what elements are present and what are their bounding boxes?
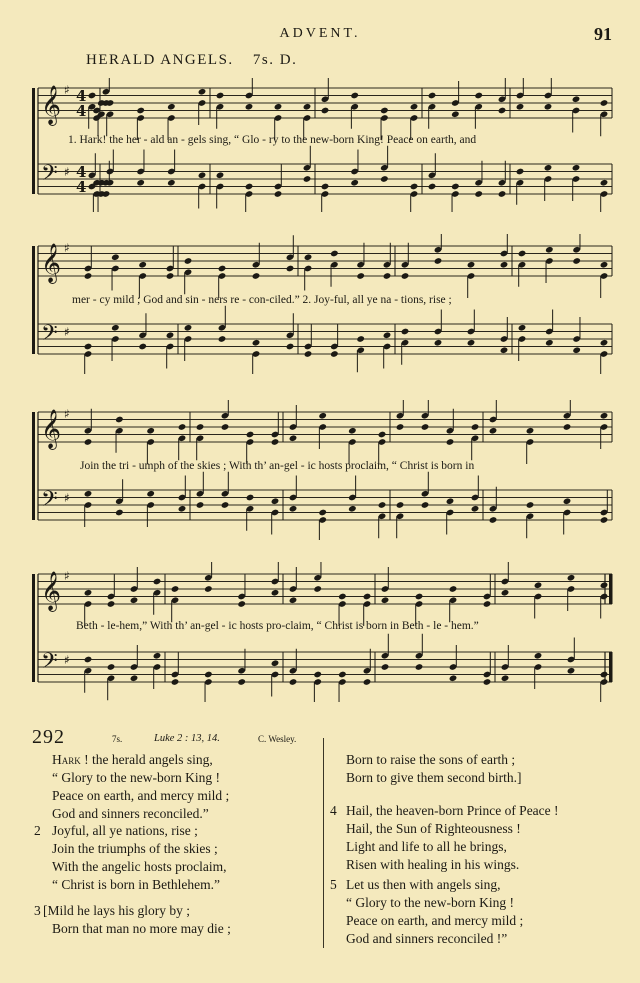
notehead bbox=[271, 589, 280, 597]
notehead bbox=[563, 423, 572, 431]
verse-line: Born to raise the sons of earth ; bbox=[346, 752, 516, 767]
notehead bbox=[498, 107, 507, 115]
notehead bbox=[271, 438, 280, 446]
notehead bbox=[474, 92, 483, 100]
notehead bbox=[304, 253, 313, 261]
notehead bbox=[221, 501, 230, 509]
notehead bbox=[600, 412, 609, 420]
notehead bbox=[88, 92, 97, 100]
notehead bbox=[396, 501, 405, 509]
notehead bbox=[274, 190, 283, 198]
time-signature: 4 bbox=[76, 178, 87, 196]
notehead bbox=[572, 164, 581, 172]
notehead bbox=[130, 674, 139, 682]
notehead bbox=[516, 168, 525, 176]
notehead bbox=[483, 678, 492, 686]
notehead bbox=[572, 95, 581, 103]
bass-clef-icon: 𝄢 bbox=[41, 487, 58, 517]
hymn-header bbox=[30, 726, 322, 752]
notehead bbox=[449, 585, 458, 593]
notehead bbox=[318, 412, 327, 420]
notehead bbox=[350, 179, 359, 187]
notehead bbox=[196, 423, 205, 431]
column-divider bbox=[323, 738, 324, 948]
tune-meter: 7s. D. bbox=[252, 52, 298, 68]
notehead bbox=[289, 596, 298, 604]
notehead bbox=[274, 103, 283, 111]
sharp-icon: ♯ bbox=[64, 83, 70, 97]
notehead bbox=[252, 339, 261, 347]
notehead bbox=[600, 581, 609, 589]
notehead bbox=[383, 331, 392, 339]
notehead bbox=[237, 678, 246, 686]
sharp-icon: ♯ bbox=[64, 241, 70, 255]
notehead bbox=[289, 505, 298, 513]
notehead bbox=[572, 346, 581, 354]
notehead bbox=[500, 261, 509, 269]
music-system-1 bbox=[0, 78, 640, 212]
verse-line: Born to give them second birth.] bbox=[346, 770, 522, 785]
notehead bbox=[380, 175, 389, 183]
notehead bbox=[421, 423, 430, 431]
notehead bbox=[526, 501, 535, 509]
notehead bbox=[84, 490, 93, 498]
notehead bbox=[421, 501, 430, 509]
system-bracket bbox=[32, 246, 35, 354]
notehead bbox=[396, 423, 405, 431]
notehead bbox=[84, 656, 93, 664]
notehead bbox=[338, 671, 347, 679]
notehead bbox=[449, 674, 458, 682]
notehead bbox=[434, 257, 443, 265]
notehead bbox=[138, 343, 147, 351]
notehead bbox=[356, 335, 365, 343]
notehead bbox=[138, 261, 147, 269]
verse-line: God and sinners reconciled !” bbox=[346, 931, 508, 946]
notehead bbox=[356, 272, 365, 280]
notehead bbox=[567, 574, 576, 582]
notehead bbox=[271, 497, 280, 505]
notehead bbox=[348, 505, 357, 513]
final-barline bbox=[609, 574, 612, 604]
running-title: ADVENT. bbox=[279, 26, 361, 41]
notehead bbox=[600, 99, 609, 107]
verse-line: Risen with healing in his wings. bbox=[346, 857, 520, 872]
notehead bbox=[381, 596, 390, 604]
notehead bbox=[321, 183, 330, 191]
sharp-icon: ♯ bbox=[64, 569, 70, 583]
system-bracket bbox=[32, 574, 35, 682]
notehead bbox=[178, 505, 187, 513]
notehead bbox=[451, 110, 460, 118]
verse-line: [Mild he lays his glory by ; bbox=[43, 903, 190, 918]
notehead bbox=[534, 581, 543, 589]
drop-word: Hark bbox=[52, 752, 81, 767]
notehead bbox=[246, 494, 255, 502]
notehead bbox=[489, 427, 498, 435]
notehead bbox=[321, 107, 330, 115]
notehead bbox=[198, 88, 207, 96]
verse-line: Hail, the heaven-born Prince of Peace ! bbox=[346, 803, 559, 818]
system-bracket bbox=[32, 412, 35, 520]
notehead bbox=[221, 423, 230, 431]
notehead bbox=[501, 674, 510, 682]
notehead bbox=[563, 497, 572, 505]
sharp-icon: ♯ bbox=[64, 653, 70, 667]
music-system-4 bbox=[0, 562, 640, 702]
notehead bbox=[451, 183, 460, 191]
notehead bbox=[383, 272, 392, 280]
notehead bbox=[204, 671, 213, 679]
notehead bbox=[474, 190, 483, 198]
music-notation bbox=[0, 562, 640, 702]
notehead bbox=[434, 339, 443, 347]
notehead bbox=[84, 438, 93, 446]
sharp-icon: ♯ bbox=[64, 491, 70, 505]
notehead bbox=[313, 585, 322, 593]
notehead bbox=[216, 92, 225, 100]
bass-clef-icon: 𝄢 bbox=[41, 649, 58, 679]
notehead bbox=[115, 416, 124, 424]
verse-line: Joyful, all ye nations, rise ; bbox=[52, 823, 198, 838]
notehead bbox=[545, 339, 554, 347]
notehead bbox=[171, 585, 180, 593]
notehead bbox=[166, 331, 175, 339]
notehead bbox=[410, 183, 419, 191]
notehead bbox=[498, 190, 507, 198]
music-system-3 bbox=[0, 400, 640, 540]
notehead bbox=[84, 272, 93, 280]
notehead bbox=[500, 346, 509, 354]
sharp-icon: ♯ bbox=[64, 325, 70, 339]
notehead bbox=[245, 183, 254, 191]
verse-line: Join the triumphs of the skies ; bbox=[52, 841, 218, 856]
notehead bbox=[467, 339, 476, 347]
notehead bbox=[313, 671, 322, 679]
notehead bbox=[198, 171, 207, 179]
notehead bbox=[166, 272, 175, 280]
notehead bbox=[196, 501, 205, 509]
notehead bbox=[467, 261, 476, 269]
time-signature: 4 bbox=[76, 102, 87, 120]
sharp-icon: ♯ bbox=[64, 165, 70, 179]
final-barline bbox=[609, 652, 612, 682]
verse-number: 2 bbox=[34, 823, 41, 838]
notehead bbox=[600, 516, 609, 524]
system-bracket bbox=[32, 88, 35, 194]
notehead bbox=[330, 350, 339, 358]
lyric-line-2: mer - cy mild ; God and sin - ners re - con-ciled.” 2. Joy-ful, all ye na - tions, rise ; bbox=[72, 294, 452, 306]
notehead bbox=[115, 509, 124, 517]
notehead bbox=[153, 652, 162, 660]
notehead bbox=[204, 585, 213, 593]
notehead bbox=[107, 600, 116, 608]
notehead bbox=[303, 103, 312, 111]
notehead bbox=[84, 589, 93, 597]
notehead bbox=[350, 92, 359, 100]
verse-line: Light and life to all he brings, bbox=[346, 839, 507, 854]
notehead bbox=[286, 265, 295, 273]
notehead bbox=[401, 272, 410, 280]
notehead bbox=[84, 343, 93, 351]
lyric-line-3: Join the tri - umph of the skies ; With th’ an-gel - ic hosts proclaim, “ Christ is born in bbox=[80, 460, 475, 472]
notehead bbox=[526, 427, 535, 435]
notehead bbox=[111, 324, 120, 332]
notehead bbox=[428, 183, 437, 191]
notehead bbox=[136, 179, 145, 187]
notehead bbox=[330, 250, 339, 258]
notehead bbox=[378, 501, 387, 509]
notehead bbox=[415, 593, 424, 601]
verse-line: Peace on earth, and mercy mild ; bbox=[52, 788, 230, 803]
notehead bbox=[401, 328, 410, 336]
notehead bbox=[289, 434, 298, 442]
notehead bbox=[363, 678, 372, 686]
notehead bbox=[338, 593, 347, 601]
treble-clef-icon: 𝄞 bbox=[41, 409, 62, 449]
treble-clef-icon: 𝄞 bbox=[41, 243, 62, 283]
notehead bbox=[501, 589, 510, 597]
notehead bbox=[107, 663, 116, 671]
verse-number: 5 bbox=[330, 877, 337, 892]
notehead bbox=[153, 578, 162, 586]
notehead bbox=[415, 663, 424, 671]
tune-title bbox=[86, 52, 297, 69]
lyric-line-1: 1. Hark! the her - ald an - gels sing, “ Glo - ry to the new-born King! Peace on earth, and bbox=[68, 134, 477, 146]
time-signature: 4 bbox=[76, 163, 87, 181]
notehead bbox=[410, 103, 419, 111]
verse-line: With the angelic hosts proclaim, bbox=[52, 859, 227, 874]
music-system-2 bbox=[0, 234, 640, 374]
page-number: 91 bbox=[594, 24, 612, 44]
notehead bbox=[446, 497, 455, 505]
verse-line: Born that man no more may die ; bbox=[52, 921, 231, 936]
verse-line: “ Christ is born in Bethlehem.” bbox=[52, 877, 220, 892]
notehead bbox=[167, 179, 176, 187]
notehead bbox=[544, 103, 553, 111]
notehead bbox=[167, 103, 176, 111]
notehead bbox=[237, 600, 246, 608]
verse-number: 3 bbox=[34, 903, 41, 918]
scripture-reference: Luke 2 : 13, 14. bbox=[154, 733, 220, 744]
hymn-meter: 7s. bbox=[112, 734, 123, 744]
notehead bbox=[545, 246, 554, 254]
notehead bbox=[534, 652, 543, 660]
page-header bbox=[0, 24, 640, 48]
verse-line: “ Glory to the new-born King ! bbox=[52, 770, 220, 785]
notehead bbox=[146, 427, 155, 435]
notehead bbox=[600, 179, 609, 187]
notehead bbox=[516, 103, 525, 111]
notehead bbox=[252, 272, 261, 280]
notehead bbox=[304, 350, 313, 358]
notehead bbox=[303, 175, 312, 183]
notehead bbox=[130, 596, 139, 604]
notehead bbox=[245, 103, 254, 111]
hymn-author: C. Wesley. bbox=[258, 734, 297, 744]
notehead bbox=[446, 438, 455, 446]
sharp-icon: ♯ bbox=[64, 407, 70, 421]
notehead bbox=[572, 257, 581, 265]
notehead bbox=[271, 659, 280, 667]
notehead bbox=[218, 265, 227, 273]
notehead bbox=[146, 490, 155, 498]
verse-line: God and sinners reconciled.” bbox=[52, 806, 209, 821]
verse-line-rest: ! the herald angels sing, bbox=[80, 752, 213, 767]
verse-line: Hail, the Sun of Righteousness ! bbox=[346, 821, 521, 836]
notehead bbox=[428, 92, 437, 100]
notehead bbox=[483, 600, 492, 608]
notehead bbox=[489, 516, 498, 524]
notehead bbox=[518, 324, 527, 332]
notehead bbox=[318, 509, 327, 517]
bass-clef-icon: 𝄢 bbox=[41, 321, 58, 351]
notehead bbox=[471, 423, 480, 431]
verse-line: Let us then with angels sing, bbox=[346, 877, 501, 892]
verse-line bbox=[52, 752, 213, 768]
notehead bbox=[289, 678, 298, 686]
hymn-number: 292 bbox=[32, 726, 65, 748]
treble-clef-icon: 𝄞 bbox=[41, 85, 62, 125]
notehead bbox=[136, 107, 145, 115]
notehead bbox=[216, 171, 225, 179]
notehead bbox=[246, 431, 255, 439]
notehead bbox=[567, 667, 576, 675]
notehead bbox=[178, 423, 187, 431]
notehead bbox=[363, 593, 372, 601]
notehead bbox=[348, 427, 357, 435]
verse-number: 4 bbox=[330, 803, 337, 818]
notehead bbox=[378, 431, 387, 439]
verse-line: “ Glory to the new-born King ! bbox=[346, 895, 514, 910]
verse-line: Peace on earth, and mercy mild ; bbox=[346, 913, 524, 928]
notehead bbox=[600, 671, 609, 679]
notehead bbox=[471, 505, 480, 513]
notehead bbox=[171, 678, 180, 686]
notehead bbox=[286, 343, 295, 351]
bass-clef-icon: 𝄢 bbox=[41, 161, 58, 191]
notehead bbox=[381, 663, 390, 671]
notehead bbox=[600, 339, 609, 347]
time-signature: 4 bbox=[76, 87, 87, 105]
lyric-line-4: Beth - le-hem,” With th’ an-gel - ic hosts pro-claim, “ Christ is born in Beth - le - hem.” bbox=[76, 620, 479, 632]
notehead bbox=[600, 261, 609, 269]
notehead bbox=[518, 250, 527, 258]
notehead bbox=[544, 164, 553, 172]
notehead bbox=[111, 253, 120, 261]
notehead bbox=[184, 257, 193, 265]
notehead bbox=[380, 107, 389, 115]
notehead bbox=[218, 335, 227, 343]
treble-clef-icon: 𝄞 bbox=[41, 571, 62, 611]
notehead bbox=[184, 324, 193, 332]
tune-name: HERALD ANGELS. bbox=[86, 52, 234, 68]
